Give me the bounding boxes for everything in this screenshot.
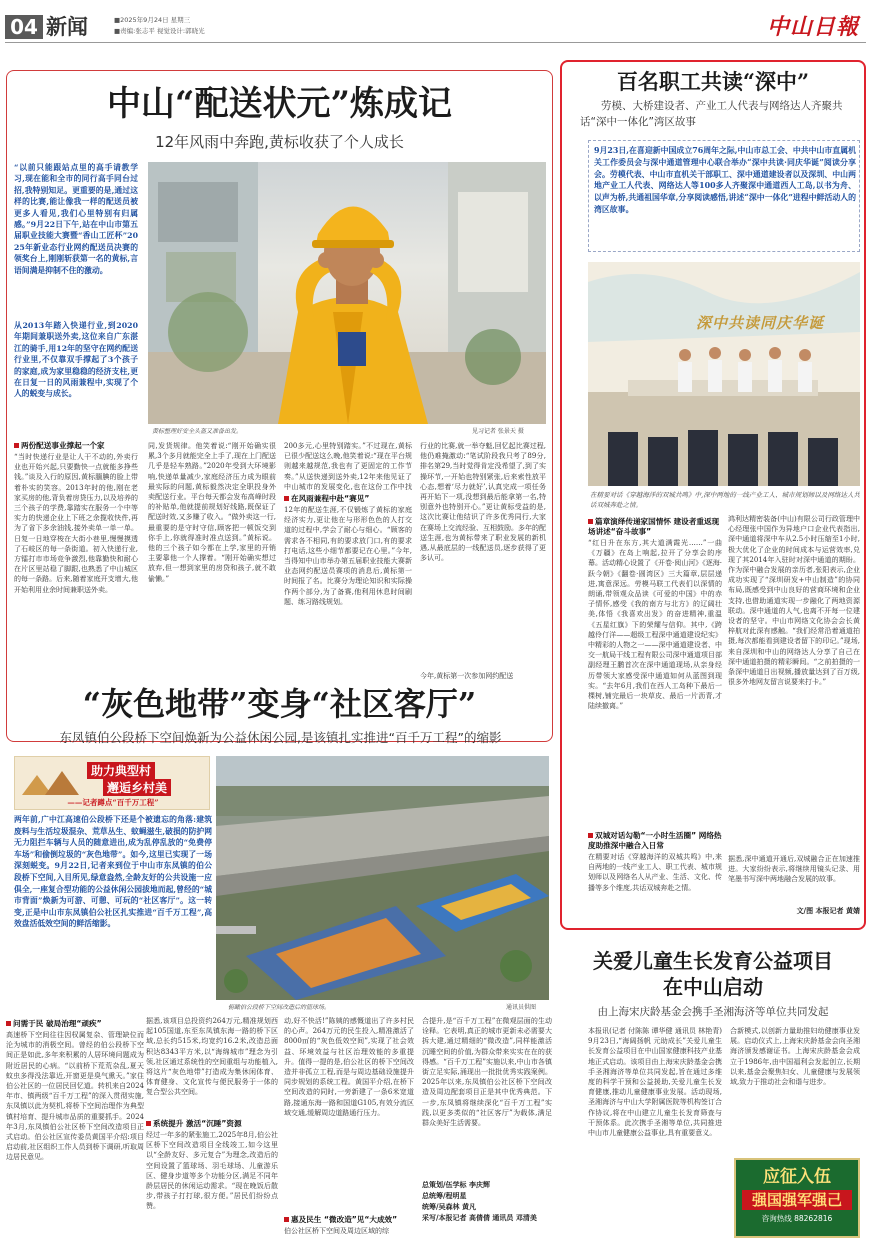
- story3-photo-caption: 在精要对话《穿越海洋的双城共鸣》中,深中两地的一线产业工人、城市规划师以及网络达人共话双城奔赴之情。: [590, 491, 860, 509]
- story4-col-2: 合新模式,以创新力量助推妇幼健康事业发展。启动仪式上,上海宋庆龄基金会向圣湘海济颁发感谢证书。上海宋庆龄基金会成立于1986年,由中国福利会发起创立,长期以来,基金会聚焦妇女、儿童健康与发展领域,致力于推动社会和谐与进步。: [730, 1027, 860, 1087]
- banner-village-icon: [17, 759, 87, 797]
- story2-credits-3: 统筹/吴森林 黄凡: [422, 1202, 476, 1211]
- banner-line-3: ——记者蹲点“百千万工程”: [67, 798, 159, 807]
- story3-lede: 9月23日,在喜迎新中国成立76周年之际,中山市总工会、中共中山市直属机关工作委员会与深中通道管理中心联合举办“深中共读·同庆华诞”阅读分享会。劳模代表、中山市直机关干部职工、深中通道建设者以及深圳、中山两地产业工人代表、网络达人等100多人齐聚深中通道西人工岛,以书为舟、以声为桥,共通祖国华章,分享阅读感悟,讲述“深中一体化”进程中鲜活动人的湾区故事。: [594, 146, 856, 214]
- story4-col-1: 本报讯(记者 付陈陈 谭华健 通讯员 林艳青)9月23日,“海阔扬帆 元助成长”关爱儿童生长发育公益项目在中山国家健康科技产业基地正式启动。该项目由上海宋庆龄基金会携手圣湘海济等单位共同发起,旨在通过多维度的科学干预和公益援助,关爱儿童生长发育健康,推动儿童健康事业发展。活动现场,圣湘海济与中山大学附属医院等机构签订合作协议,将在中山建立儿童生长发育筛查与干预体系。此次携手圣湘等单位,共同推进中山市儿童健康公益事业,具有重要意义。: [588, 1027, 722, 1138]
- story1-col4-text: 行业的比赛,就一举夺魁,回忆起比赛过程,他仍难掩激动:“笔试阶段我只考了89分,排名第29,当时觉得肯定没希望了,到了实操环节,一开始也特别紧张,后来索性放平心态,想着‘尽力就好’,认真完成一项任务再开始下一项,没想到最后能拿第一名,特别意外也特别开心。”更让黄标受益的是,这次比赛让他结识了许多优秀同行,大家在赛场上交流经验、互相鼓励。多年的配送生涯,也为黄标带来了职业发展的新机遇,从最底层的一线配送员,逐步获得了更多认可。: [420, 442, 546, 563]
- story2-lede: 两年前,广中江高速伯公段桥下还是个被遗忘的角落:建筑废料与生活垃圾混杂、荒草丛生、蚊蝇滋生,破损的防护网无力阻拦车辆与人员的随意进出,成为乱停乱放的“免费停车场”和偷倒垃圾的“灰色地带”。如今,这里已实现了一场深刻蜕变。9月22日,记者来到位于中山市东凤镇的伯公段桥下空间,入目所见,绿意盎然,全龄友好的公共设施一应俱全,一座复合型功能的公益休闲公园拔地而起,曾经的“城市背面”焕新为可游、可憩、可玩的“社区客厅”。这一转变,正是中山市东凤镇伯公社区扎实推进“百千万工程”,高效盘活低效空间的鲜活缩影。: [14, 815, 212, 929]
- story3-col2-text: 鸿利达精密装备(中山)有限公司行政管理中心经理张中国作为异地户口企业代表指出,深中通道将深中车从2.5小时压缩至1小时,极大优化了企业的时间成本与运营效率,兑现了其2014年入驻时对深中通道的期盼。作为深中融合发展的亲历者,张阳表示,企业成功实现了“深圳研发+中山制造”的协同布局,既感受到中山良好的营商环境和企业支持,也借助通道实现一步融化了两地资源联动。深中通道的人气,也离不开每一位建设者的坚守。中山市网络文化协会会长黄梓航对此深有感触。“我们经常沿着通道拍摄,每次都能看到建设者留下的印记。”现场,来自深圳和中山的网络达人分享了自己在深中通道拍摄的精彩瞬间。“之前拍摄的一条深中通道日出视频,播放量达到了百万级,很多外地网友留言说要来打卡。”: [728, 515, 860, 687]
- story1-photo-credit: 见习记者 张景天 摄: [472, 428, 524, 435]
- story2-col-1: [6, 1016, 144, 1242]
- story1-section-heading-2: 在风雨兼程中赴“赛见”: [284, 494, 412, 504]
- story1-subtitle: 12年风雨中奔跑,黄标收获了个人成长: [155, 133, 404, 151]
- story2-column-banner: [14, 756, 210, 810]
- paper-logo: 中山日報: [766, 14, 859, 40]
- story1-col3b-text: 12年的配送生涯,不仅锻炼了黄标的家庭经济实力,更让他在与形形色色的人打交道的过程中,学会了耐心与细心。“顾客的需求各不相同,有的要求放门口,有的要求打电话,这些小细节都要记在心里。”今年,当得知中山市举办第五届职业技能大赛新业态网约配送员赛项的消息后,黄标第一时间报了名。比赛分为理论知识和实际操作两个部分,为了备赛,他利用休息时间刷题、练习路线规划。: [284, 506, 412, 606]
- recruitment-ad: [734, 1158, 860, 1238]
- story3-col-2: [728, 514, 860, 922]
- courier-photo: [148, 162, 546, 424]
- story2-col2b-text: 经过一年多的紧张施工,2025年8月,伯公社区桥下空间改造项目全线竣工,如今这里以“全龄友好、多元复合”为理念,改造后的空间设置了篮球场、羽毛球场、儿童游乐区、健身步道等多个功能分区,满足不同年龄层居民的休闲运动需求。“现在晚饭后散步,带孩子打打球,很方便。”居民们纷纷点赞。: [146, 1131, 278, 1211]
- story1-col1-text: “当时快递行业是让人干不动的,外卖行业也开始兴起,只要勤快一点就能多挣些钱。”谈及入行的原因,黄标腼腆的脸上带着朴实的笑容。2013年时的他,刚在老家买房的他,背负着房贷压力,以及培养的三个孩子的学费,靠踏实在服务一个中等实力的快递企业上下班之余揽收快件,再为了省下多余油钱,接外卖单一单一单。日复一日地穿梭在大街小巷里,慢慢摸透了石岐区的每一条街道。初入快递行业,方镭打市市场竞争激烈,他靠勤快和耐心在片区里站稳了脚跟,也熟悉了中山城区的每一条路。后来,随着家庭开支增大,他开始利用业余时间兼职送外卖。: [14, 453, 138, 594]
- story3-subtitle: 劳模、大桥建设者、产业工人代表与网络达人齐聚共话“深中一体化”湾区故事: [580, 100, 843, 128]
- story3-col-1: [588, 514, 722, 922]
- ad-line-3: 咨询热线 88262816: [761, 1214, 833, 1223]
- story2-subtitle: 东凤镇伯公段桥下空间焕新为公益休闲公园,是该镇扎实推进“百千万工程”的缩影: [59, 730, 502, 745]
- story2-col2-text: 据悉,该项目总投资约264万元,精准规划西起105国道,东至东凤镇东海一路的桥下区域,总长约515米,均宽约16.2米,改造总面积达8343平方米,以“海绵城市”理念为引领,社区通过系统性的空间重组与功能植入,将这片“灰色地带”打造成为集休闲体育、体育健身、文化宣传与便民服务于一体的复合型公共空间。: [146, 1017, 278, 1097]
- event-illustration: [588, 262, 860, 486]
- story3-section-heading-1: 篇章演绎传递家国情怀 建设者重返现场讲述“奋斗故事”: [588, 517, 722, 537]
- story3-col2b-text: 据悉,深中通道开通后,双城融合正在加速推进。大家纷纷表示,将继续用镜头记录、用笔墨书写深中两地融合发展的故事。: [728, 855, 860, 884]
- story1-photo-caption: 黄标整理好安全头盔又准备出发。: [152, 428, 243, 435]
- story1-col-2: 同,发货规律。他笑着说:“刚开始确实很累,3个多月就能完全上手了,现在上门配送几乎是轻车熟路。”2020年受到大环境影响,快递单量减少,家庭经济压力成为眼前最实际的问题,黄标毅然决定全职投身外卖配送行业。平台每天都会发布高峰时段的补贴单,他就提前规划好线路,既保证了配送时效,又多赚了收入。“做外卖这一行,最重要的是守时守信,顾客把一顿饭交到你手上,你就得准时准点送到。”黄标说。他的三个孩子如今都在上学,家里的开销主要靠他一个人撑着。“刚开始确实想过放弃,但一想到家里的房贷和孩子,就不敢偷懒。”: [148, 442, 276, 583]
- story1-title: 中山“配送状元”炼成记: [106, 84, 453, 124]
- story2-credits-2: 总统筹/程明星: [422, 1191, 467, 1200]
- story2-credits-4: 采写/本报记者 高倩倩 通讯员 邓清美: [422, 1213, 537, 1222]
- story2-title: “灰色地带”变身“社区客厅”: [82, 685, 477, 723]
- ad-line-1: 应征入伍: [763, 1167, 831, 1187]
- story3-byline: 文/图 本报记者 黄婧: [796, 906, 860, 915]
- aerial-park-photo: [216, 756, 549, 1000]
- story2-section-heading-2: 系统提升 激活“沉睡”资源: [146, 1119, 278, 1129]
- story1-section-heading-1: 两份配送事业撑起一个家: [14, 441, 138, 451]
- story4-subtitle: 由上海宋庆龄基金会携手圣湘海济等单位共同发起: [597, 1006, 829, 1018]
- banner-line-1: 助力典型村: [87, 762, 155, 779]
- story2-col-2: [146, 1016, 278, 1242]
- story1-col3-text: 200多元,心里特别踏实。”不过现在,黄标已很少配送这么晚,他笑着说:“现在平台规则越来越规范,我也有了更固定的工作节奏。”从送快递到送外卖,12年来他见证了中山城市的发展变化,也在这份工作中找: [284, 442, 412, 491]
- story2-section-heading-1: 问需于民 破局治理“顽疾”: [6, 1019, 144, 1029]
- story2-photo-caption: 俯瞰伯公段桥下空间改造后的篮球场。: [228, 1004, 331, 1011]
- story2-col4-text: 合提升,是“百千万工程”在微观层面的生动诠释。它表明,真正的城市更新未必需要大拆大建,通过精细的“微改造”,同样能激活沉睡空间的价值,为群众带来实实在在的获得感。“百千万工程”实施以来,中山市各镇街立足实际,涌现出一批批优秀实践案例。2025年以来,东凤镇伯公社区桥下空间改造及周边配套项目正是其中优秀典范。下一步,东凤镇将继续深化“百千万工程”实践,以更多类似的“社区客厅”为载体,满足群众美好生活需要。: [422, 1017, 552, 1128]
- story3-section-heading-2: 双城对话勾勒“一小时生活圈” 网络热度助推深中融合入日常: [588, 831, 722, 850]
- story1-lede-1: “以前只能跟站点里的高手请教学习,现在能和全市的同行高手同台过招,我特别知足。更重要的是,通过这样的比赛,能让像我一样的配送员被更多人看见,我们心里特别有归属感。”9月22日下午,站在中山市第五届职业技能大赛暨“香山工匠杯”2025年新业态行业网约配送员决赛的领奖台上,刚刚斩获第一名的黄标,言语间满是抑制不住的激动。: [14, 163, 138, 275]
- editors-line: ■责编:张志平 视觉设计:郭晓光: [114, 27, 205, 35]
- banner-line-2: 邂逅乡村美: [103, 779, 171, 796]
- reading-event-photo: [588, 262, 860, 486]
- story2-col-4: [422, 1016, 552, 1242]
- page-number-badge: 04: [5, 15, 43, 39]
- courier-illustration: [148, 162, 546, 424]
- story1-col4b-text: 今年,黄标第一次参加网约配送: [420, 672, 514, 680]
- story4-title-line-2: 在中山启动: [663, 975, 763, 999]
- story3-title: 百名职工共读“深中”: [616, 69, 810, 94]
- story4-title-line-1: 关爱儿童生长发育公益项目: [593, 949, 833, 973]
- section-name: 新闻: [46, 15, 88, 39]
- event-banner-text: 深中共读同庆华诞: [696, 314, 825, 332]
- story2-section-heading-3: 惠及民生 “微改造”见“大成效”: [284, 1215, 414, 1225]
- story3-col1-text: “红日升在东方,其大道满霞光……”一曲《万疆》在岛上响起,拉开了分享会的序幕。活动精心设置了《开卷·阅山河》《逐海·跃今朝》《翻卷·圆湾区》三大篇章,层层递进,寓意深远。劳模马联工代表们以深情的朗诵,带领观众品读《可爱的中国》中的赤子情怀,感受《我的南方与北方》的辽阔壮美,体悟《我喜欢出发》的奋进精神,重温《五星红旗》下的荣耀与信仰。其中,《跨越伶仃洋——超级工程深中通道建设纪实》中精彩的人物之一——深中通道建设者、中交一航局干线工程有限公司深中通道项目部副经理王鹏首次在深中通道现场,从亲身经历带领大家感受深中通道如何从蓝图到现实。“去年6月,我们在西人工岛种下最后一棵树,铺完最后一块草皮、最后一片沥青,才陆续撤离。”: [588, 539, 722, 711]
- story2-col1-text: 高速桥下空间往往因权属复杂、管理缺位而沦为城市的消极空间。曾经的伯公段桥下空间正是如此,多年来积累的人居环境问题成为附近居民的心病。“以前桥下荒荒杂乱,夏天蚊虫多得没法靠近,开窗更是臭气熏天。”家住伯公社区的一位居民回忆道。转机来自2024年市、镇两级“百千万工程”的深入贯彻实施,东凤镇以此为契机,将桥下空间治理作为典型镇村培育、提升城市品质的重要抓手。2024年3月,东凤镇伯公社区桥下空间改造项目正式启动。伯公社区宣传委员黄国平介绍:项目启动前,社区组织工作人员到桥下调研,听取周边居民意见。: [6, 1031, 144, 1162]
- story2-photo-credit: 通讯员供图: [506, 1004, 537, 1011]
- story2-col3b-text: 伯公社区桥下空间及周边区域的综: [284, 1227, 389, 1235]
- story2-col3-text: 动,好不快活!”陈姨的感慨道出了许多村民的心声。264万元的民生投入,精准激活了8000㎡的“灰色低效空间”,实现了社会效益、环境效益与社区治理效能的多重提升。值得一提的是,伯公社区的桥下空间改造并非孤立工程,而是与周边基础设施提升同步规划的系统工程。黄国平介绍,在桥下空间改造的同时,一旁新建了一条6米宽道路,接通东海一路和国道G105,有效分流区域交通,缓解周边道路通行压力。: [284, 1017, 414, 1117]
- story2-credits-1: 总策划/伍学标 李庆辉: [422, 1180, 490, 1189]
- ad-line-2: 强国强军强己: [742, 1190, 852, 1210]
- story2-col-3: [284, 1016, 414, 1242]
- masthead-rule: [5, 42, 866, 43]
- story1-lede-2: 从2013年踏入快递行业,到2020年期间兼职送外卖,这位来自广东湛江的骑手,用12年的坚守在网约配送行业里,不仅靠双手撑起了3个孩子的家庭,成为家里稳稳的经济支柱,更在日复一日的风雨兼程中,实现了个人的蜕变与成长。: [14, 321, 138, 399]
- aerial-illustration: [216, 756, 549, 1000]
- story3-col1b-text: 在精要对话《穿越海洋的双城共鸣》中,来自两地的一线产业工人、职工代表、城市规划师以及网络名人从产业、生活、文化、传播等多个维度,共话双城奔赴之情。: [588, 853, 722, 892]
- date-line: ■2025年9月24日 星期三: [114, 16, 191, 24]
